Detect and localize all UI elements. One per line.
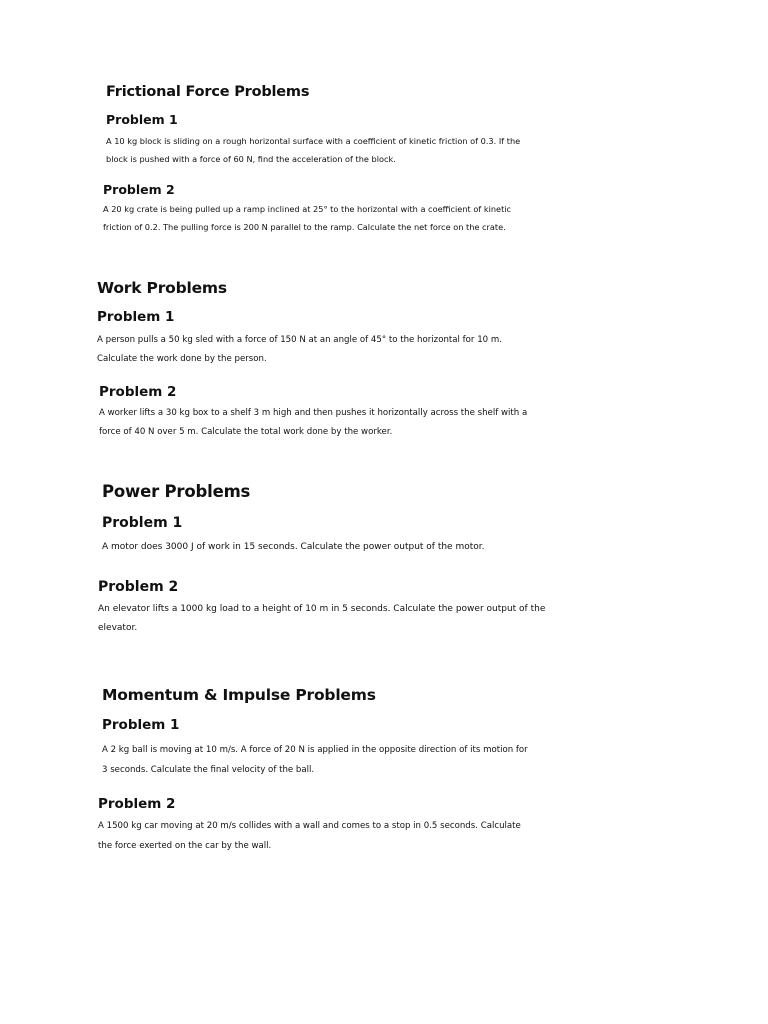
problem-block bbox=[106, 112, 521, 164]
section-title: Momentum & Impulse Problems bbox=[102, 686, 376, 704]
problem-text-line: force of 40 N over 5 m. Calculate the total work done by the worker. bbox=[99, 427, 393, 437]
problem-title: Problem 1 bbox=[97, 309, 175, 325]
problem-title: Problem 2 bbox=[103, 182, 175, 197]
problem-text-line: A 20 kg crate is being pulled up a ramp inclined at 25° to the horizontal with a coefficient of kinetic bbox=[103, 204, 512, 214]
problem-text bbox=[106, 132, 586, 168]
problem-block bbox=[102, 515, 485, 552]
problem-title: Problem 2 bbox=[98, 579, 179, 595]
problem-text-line: Calculate the work done by the person. bbox=[97, 354, 267, 364]
section-work bbox=[97, 279, 617, 437]
section-title: Frictional Force Problems bbox=[106, 84, 310, 100]
problem-text-line: A person pulls a 50 kg sled with a force of 150 N at an angle of 45° to the horizontal for 10 m. bbox=[97, 335, 502, 345]
problem-text-line: elevator. bbox=[98, 623, 138, 633]
problem-text-line: 3 seconds. Calculate the final velocity of the ball. bbox=[102, 765, 315, 775]
problem-block bbox=[99, 384, 528, 437]
problem-text-line: An elevator lifts a 1000 kg load to a height of 10 m in 5 seconds. Calculate the power output of the bbox=[98, 604, 546, 614]
problem-block bbox=[98, 579, 546, 633]
problem-text-line: friction of 0.2. The pulling force is 200 N parallel to the ramp. Calculate the net force on the crate. bbox=[103, 222, 506, 232]
problem-text-line: block is pushed with a force of 60 N, find the acceleration of the block. bbox=[106, 154, 396, 164]
problem-title: Problem 1 bbox=[106, 112, 178, 127]
problem-text-line: the force exerted on the car by the wall. bbox=[98, 841, 272, 851]
problem-text bbox=[102, 538, 627, 557]
section-title: Work Problems bbox=[97, 279, 227, 297]
problem-text bbox=[99, 404, 599, 442]
problem-text bbox=[98, 816, 608, 856]
problem-title: Problem 2 bbox=[99, 384, 177, 400]
problem-text bbox=[98, 600, 623, 638]
problem-title: Problem 1 bbox=[102, 515, 183, 531]
problem-text bbox=[103, 200, 583, 236]
problem-text-line: A motor does 3000 J of work in 15 seconds. Calculate the power output of the motor. bbox=[102, 542, 485, 552]
section-frictional-force bbox=[103, 84, 606, 232]
problem-block bbox=[102, 717, 528, 775]
problem-title: Problem 2 bbox=[98, 796, 176, 812]
problem-block bbox=[103, 182, 512, 232]
problem-text bbox=[102, 740, 612, 780]
problem-text-line: A 2 kg ball is moving at 10 m/s. A force of 20 N is applied in the opposite direction of its motion for bbox=[102, 745, 528, 755]
section-momentum-impulse bbox=[98, 686, 622, 851]
problem-text-line: A 1500 kg car moving at 20 m/s collides with a wall and comes to a stop in 0.5 seconds. Calculate bbox=[98, 821, 521, 831]
section-title: Power Problems bbox=[102, 482, 251, 501]
section-power bbox=[98, 482, 642, 633]
problem-text-line: A 10 kg block is sliding on a rough horizontal surface with a coefficient of kinetic friction of 0.3. If the bbox=[106, 136, 521, 146]
problem-title: Problem 1 bbox=[102, 717, 180, 733]
problem-text-line: A worker lifts a 30 kg box to a shelf 3 m high and then pushes it horizontally across the shelf with a bbox=[99, 408, 528, 418]
problem-text bbox=[97, 331, 597, 369]
problem-block bbox=[98, 796, 521, 851]
problem-block bbox=[97, 309, 502, 364]
